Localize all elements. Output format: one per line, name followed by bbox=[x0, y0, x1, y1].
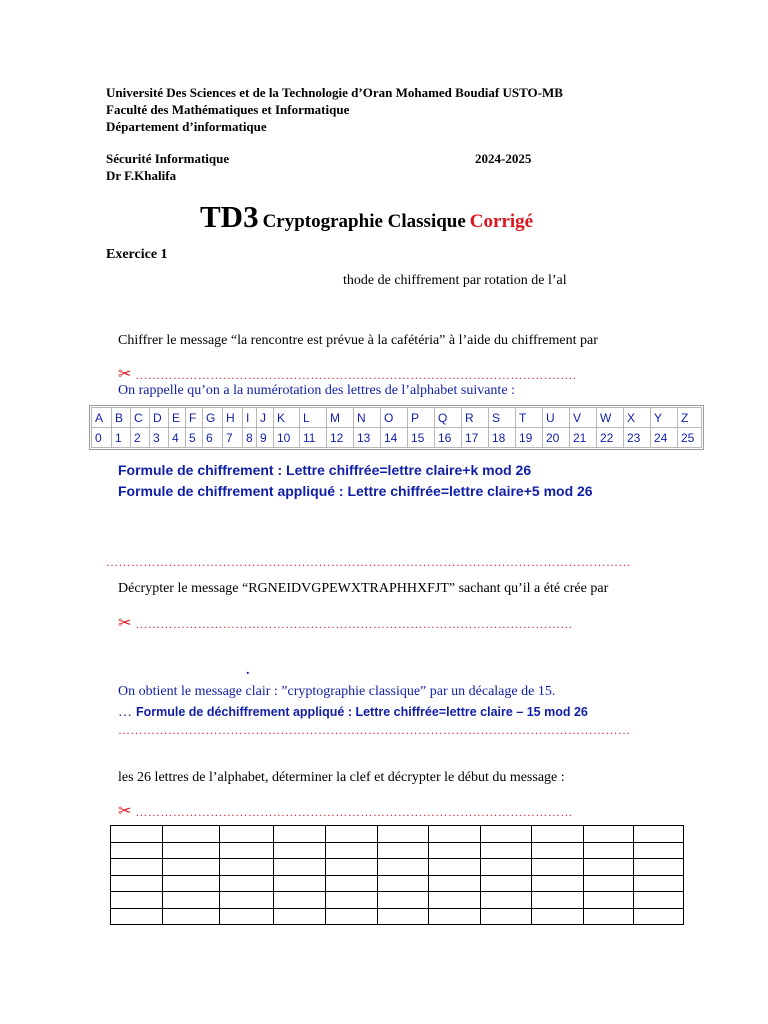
numbers-row bbox=[92, 428, 702, 448]
grid-cell bbox=[163, 842, 220, 859]
formula-decrypt: Formule de déchiffrement appliqué : Lettre chiffrée=lettre claire – 15 mod 26 bbox=[136, 705, 588, 719]
scissors-icon: ✂ bbox=[118, 615, 132, 632]
faculty-name: Faculté des Mathématiques et Informatique bbox=[106, 102, 350, 117]
number-cell: 18 bbox=[489, 428, 516, 448]
grid-cell bbox=[220, 826, 273, 843]
scissors-icon: ✂ bbox=[118, 803, 132, 820]
small-dot: . bbox=[246, 663, 250, 678]
grid-cell bbox=[428, 859, 480, 876]
letter-cell: I bbox=[243, 408, 257, 428]
number-cell: 6 bbox=[203, 428, 223, 448]
number-cell: 21 bbox=[570, 428, 597, 448]
grid-row bbox=[111, 859, 684, 876]
letter-cell: Y bbox=[651, 408, 678, 428]
letter-cell: K bbox=[274, 408, 300, 428]
grid-cell bbox=[634, 892, 684, 909]
letter-cell: N bbox=[354, 408, 381, 428]
scissors-icon: ✂ bbox=[118, 366, 132, 383]
grid-cell bbox=[325, 908, 377, 925]
grid-row bbox=[111, 842, 684, 859]
letter-cell: J bbox=[257, 408, 274, 428]
grid-cell bbox=[325, 859, 377, 876]
letter-cell: U bbox=[543, 408, 570, 428]
number-cell: 8 bbox=[243, 428, 257, 448]
answer-prefix: … bbox=[118, 705, 132, 720]
dotted-line: …………………………………………………………………………………………… bbox=[135, 805, 573, 819]
grid-cell bbox=[428, 908, 480, 925]
grid-cell bbox=[634, 859, 684, 876]
grid-cell bbox=[532, 842, 583, 859]
grid-cell bbox=[634, 842, 684, 859]
question-2: Décrypter le message “RGNEIDVGPEWXTRAPHHXFJT” sachant qu’il a été crée par bbox=[118, 581, 609, 596]
grid-cell bbox=[480, 892, 531, 909]
letter-cell: W bbox=[597, 408, 624, 428]
grid-cell bbox=[273, 875, 325, 892]
grid-row bbox=[111, 875, 684, 892]
letter-cell: T bbox=[516, 408, 543, 428]
decrypt-formula-line bbox=[118, 703, 588, 721]
title-subject: Cryptographie Classique bbox=[262, 211, 466, 232]
letter-cell: L bbox=[300, 408, 327, 428]
grid-cell bbox=[583, 908, 634, 925]
letter-cell: V bbox=[570, 408, 597, 428]
grid-cell bbox=[634, 875, 684, 892]
grid-cell bbox=[273, 908, 325, 925]
grid-cell bbox=[532, 908, 583, 925]
exercise-heading: Exercice 1 bbox=[106, 247, 168, 262]
letter-cell: S bbox=[489, 408, 516, 428]
letter-cell: G bbox=[203, 408, 223, 428]
grid-cell bbox=[428, 842, 480, 859]
course-name: Sécurité Informatique bbox=[106, 151, 230, 166]
grid-cell bbox=[163, 859, 220, 876]
number-cell: 22 bbox=[597, 428, 624, 448]
grid-cell bbox=[583, 892, 634, 909]
number-cell: 12 bbox=[327, 428, 354, 448]
grid-cell bbox=[480, 826, 531, 843]
answer-q2: On obtient le message clair : ”cryptographie classique” par un décalage de 15. bbox=[118, 684, 556, 699]
grid-cell bbox=[428, 892, 480, 909]
grid-cell bbox=[111, 842, 163, 859]
letters-row bbox=[92, 408, 702, 428]
number-cell: 24 bbox=[651, 428, 678, 448]
intro-fragment: thode de chiffrement par rotation de l’al bbox=[343, 273, 567, 288]
answer-grid bbox=[110, 825, 684, 925]
grid-cell bbox=[480, 875, 531, 892]
grid-cell bbox=[163, 908, 220, 925]
grid-cell bbox=[532, 892, 583, 909]
question-1: Chiffrer le message “la rencontre est prévue à la cafétéria” à l’aide du chiffrement par bbox=[118, 333, 598, 348]
academic-year: 2024-2025 bbox=[475, 151, 532, 166]
grid-cell bbox=[111, 826, 163, 843]
letter-cell: B bbox=[112, 408, 131, 428]
grid-cell bbox=[273, 892, 325, 909]
grid-cell bbox=[220, 859, 273, 876]
question-3: les 26 lettres de l’alphabet, déterminer la clef et décrypter le début du message : bbox=[118, 770, 565, 785]
answer-line-2 bbox=[118, 613, 653, 633]
grid-cell bbox=[378, 908, 429, 925]
university-name: Université Des Sciences et de la Technologie d’Oran Mohamed Boudiaf USTO-MB bbox=[106, 85, 563, 100]
letter-cell: C bbox=[131, 408, 150, 428]
formula-applied: Formule de chiffrement appliqué : Lettre chiffrée=lettre claire+5 mod 26 bbox=[118, 483, 593, 499]
grid-cell bbox=[583, 875, 634, 892]
grid-cell bbox=[378, 859, 429, 876]
number-cell: 11 bbox=[300, 428, 327, 448]
grid-cell bbox=[220, 875, 273, 892]
grid-cell bbox=[378, 826, 429, 843]
dotted-line: ……………………………………………………………………………………………………………… bbox=[106, 555, 631, 569]
dotted-line: ……………………………………………………………………………………………. bbox=[135, 368, 577, 382]
grid-cell bbox=[634, 908, 684, 925]
number-cell: 7 bbox=[223, 428, 243, 448]
alphabet-reminder: On rappelle qu’on a la numérotation des lettres de l’alphabet suivante : bbox=[118, 383, 515, 398]
letter-cell: R bbox=[462, 408, 489, 428]
grid-cell bbox=[583, 826, 634, 843]
letter-cell: D bbox=[150, 408, 169, 428]
grid-cell bbox=[220, 842, 273, 859]
grid-cell bbox=[220, 892, 273, 909]
grid-cell bbox=[273, 859, 325, 876]
letter-cell: F bbox=[186, 408, 203, 428]
number-cell: 19 bbox=[516, 428, 543, 448]
letter-cell: M bbox=[327, 408, 354, 428]
number-cell: 3 bbox=[150, 428, 169, 448]
title-code: TD3 bbox=[200, 199, 259, 234]
grid-cell bbox=[378, 892, 429, 909]
grid-cell bbox=[111, 892, 163, 909]
grid-cell bbox=[480, 842, 531, 859]
number-cell: 23 bbox=[624, 428, 651, 448]
grid-cell bbox=[111, 908, 163, 925]
number-cell: 20 bbox=[543, 428, 570, 448]
grid-cell bbox=[378, 842, 429, 859]
grid-cell bbox=[428, 875, 480, 892]
grid-cell bbox=[111, 875, 163, 892]
grid-cell bbox=[480, 859, 531, 876]
grid-cell bbox=[428, 826, 480, 843]
number-cell: 17 bbox=[462, 428, 489, 448]
grid-cell bbox=[532, 859, 583, 876]
number-cell: 16 bbox=[435, 428, 462, 448]
grid-cell bbox=[532, 875, 583, 892]
letter-cell: Q bbox=[435, 408, 462, 428]
letter-cell: Z bbox=[678, 408, 702, 428]
letter-cell: X bbox=[624, 408, 651, 428]
number-cell: 14 bbox=[381, 428, 408, 448]
grid-cell bbox=[325, 892, 377, 909]
letter-cell: E bbox=[169, 408, 186, 428]
number-cell: 9 bbox=[257, 428, 274, 448]
grid-cell bbox=[583, 859, 634, 876]
grid-cell bbox=[163, 892, 220, 909]
number-cell: 5 bbox=[186, 428, 203, 448]
grid-cell bbox=[163, 875, 220, 892]
formula-general: Formule de chiffrement : Lettre chiffrée=lettre claire+k mod 26 bbox=[118, 462, 532, 478]
grid-row bbox=[111, 892, 684, 909]
dotted-line: …………………………………………………………………………………………………………… bbox=[118, 723, 631, 737]
grid-cell bbox=[220, 908, 273, 925]
title-tag: Corrigé bbox=[469, 211, 534, 232]
grid-cell bbox=[111, 859, 163, 876]
letter-cell: H bbox=[223, 408, 243, 428]
alphabet-table bbox=[91, 407, 702, 448]
number-cell: 10 bbox=[274, 428, 300, 448]
grid-cell bbox=[634, 826, 684, 843]
page-title bbox=[200, 199, 533, 235]
grid-row bbox=[111, 908, 684, 925]
grid-cell bbox=[378, 875, 429, 892]
grid-cell bbox=[325, 875, 377, 892]
number-cell: 25 bbox=[678, 428, 702, 448]
grid-cell bbox=[325, 842, 377, 859]
grid-cell bbox=[273, 826, 325, 843]
letter-cell: P bbox=[408, 408, 435, 428]
letter-cell: O bbox=[381, 408, 408, 428]
department-name: Département d’informatique bbox=[106, 119, 267, 134]
answer-line-1 bbox=[118, 364, 628, 384]
teacher-name: Dr F.Khalifa bbox=[106, 168, 177, 183]
grid-cell bbox=[325, 826, 377, 843]
grid-cell bbox=[532, 826, 583, 843]
grid-cell bbox=[583, 842, 634, 859]
grid-row bbox=[111, 826, 684, 843]
number-cell: 15 bbox=[408, 428, 435, 448]
answer-line-3 bbox=[118, 801, 653, 821]
grid-cell bbox=[163, 826, 220, 843]
grid-cell bbox=[273, 842, 325, 859]
number-cell: 13 bbox=[354, 428, 381, 448]
number-cell: 1 bbox=[112, 428, 131, 448]
dotted-line: …………………………………………………………………………………………… bbox=[135, 617, 573, 631]
grid-cell bbox=[480, 908, 531, 925]
number-cell: 4 bbox=[169, 428, 186, 448]
letter-cell: A bbox=[92, 408, 112, 428]
number-cell: 2 bbox=[131, 428, 150, 448]
number-cell: 0 bbox=[92, 428, 112, 448]
